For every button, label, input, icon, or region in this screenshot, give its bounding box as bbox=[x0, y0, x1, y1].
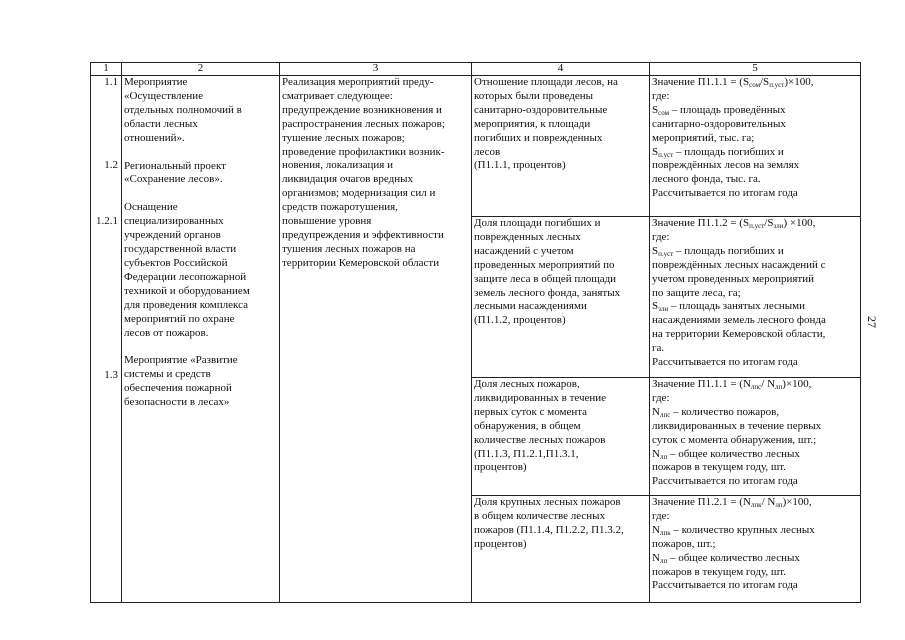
formula-line: санитарно-оздоровительных bbox=[652, 117, 786, 130]
formula-line: $N_{лпс}$ – количество пожаров, bbox=[652, 405, 780, 419]
formula-line: $S_{п.уст}$ – площадь погибших и bbox=[652, 145, 784, 159]
formula-line: мероприятий, тыс. га; bbox=[652, 131, 755, 144]
formula-line: пожаров в текущем году, шт. bbox=[652, 565, 787, 578]
column-number: 5 bbox=[650, 63, 861, 76]
measures-table bbox=[90, 62, 861, 603]
formula-line: учетом проведенных мероприятий bbox=[652, 272, 814, 285]
column-number: 4 bbox=[472, 63, 650, 76]
formula-cell bbox=[650, 76, 861, 217]
formula-cell bbox=[650, 217, 861, 378]
formula-line: повреждённых лесов на землях bbox=[652, 159, 800, 172]
formula-line: Значение $П1.2.1 = (N_{лпк}/$ $N_{лп})\times 100$, bbox=[652, 496, 812, 509]
activity-1-3: Мероприятие «Развитие системы и средств обеспечения пожарной безопасности в лесах» bbox=[124, 354, 238, 409]
indicator-cell: Доля площади погибших и поврежденных лесных насаждений с учетом проведенных мероприятий по защите леса в общей площади земель лесного фонда, занятых лесными насаждениями (П1.1.2, процентов) bbox=[472, 217, 650, 378]
column-number: 3 bbox=[280, 63, 472, 76]
column-number-row bbox=[91, 63, 861, 76]
table-row bbox=[91, 76, 861, 217]
formula-line: Значение $П1.1.1 = (S_{сом}/S_{п.уст})\times 100$, bbox=[652, 76, 814, 89]
formula-cell bbox=[650, 378, 861, 496]
activity-1-2: Региональный проект «Сохранение лесов». bbox=[124, 159, 226, 186]
page-number: 27 bbox=[865, 316, 879, 328]
formula-line: где: bbox=[652, 89, 670, 102]
formula-line: Рассчитывается по итогам года bbox=[652, 356, 798, 369]
formula-line: Значение $П1.1.1 = (N_{лпс}/$ $N_{лп})\times 100$, bbox=[652, 378, 812, 391]
activity-1-2-1: Оснащение специализированных учреждений органов государственной власти субъектов Российской Федерации лесопожарной техникой и оборудованием для проведения комплекса мероприятий по охране лесов от пожаров. bbox=[124, 201, 250, 339]
formula-line: Рассчитывается по итогам года bbox=[652, 475, 798, 488]
formula-line: лесного фонда, тыс. га. bbox=[652, 173, 761, 186]
activity-cell bbox=[122, 76, 280, 603]
code-cell bbox=[91, 76, 122, 603]
code-1-2: 1.2 bbox=[104, 158, 118, 171]
formula-line: Рассчитывается по итогам года bbox=[652, 187, 798, 200]
formula-line: $N_{лп}$ – общее количество лесных bbox=[652, 551, 800, 565]
formula-line: Значение $П1.1.2 = (S_{п.уст}/S_{зли}) \times 100$, bbox=[652, 217, 816, 230]
formula-line: Рассчитывается по итогам года bbox=[652, 579, 798, 592]
formula-line: ликвидированных в течение первых bbox=[652, 419, 822, 432]
formula-line: пожаров в текущем году, шт. bbox=[652, 461, 787, 474]
column-number: 1 bbox=[91, 63, 122, 76]
formula-line: $S_{зли}$ – площадь занятых лесными bbox=[652, 300, 806, 314]
formula-line: $S_{п.уст}$ – площадь погибших и bbox=[652, 244, 784, 258]
column-number: 2 bbox=[122, 63, 280, 76]
indicator-cell: Доля лесных пожаров, ликвидированных в течение первых суток с момента обнаружения, в общем количестве лесных пожаров (П1.1.3, П1.2.1,П1.3.1, процентов) bbox=[472, 378, 650, 496]
formula-line: где: bbox=[652, 230, 670, 243]
formula-line: суток с момента обнаружения, шт.; bbox=[652, 433, 817, 446]
formula-line: на территории Кемеровской области, bbox=[652, 328, 826, 341]
code-1-2-1: 1.2.1 bbox=[96, 214, 118, 227]
code-1-1: 1.1 bbox=[104, 76, 118, 88]
formula-line: повреждённых лесных насаждений с bbox=[652, 258, 826, 271]
formula-cell bbox=[650, 496, 861, 603]
formula-line: насаждениями земель лесного фонда bbox=[652, 314, 826, 327]
implementation-cell: Реализация мероприятий преду- сматривает следующее: предупреждение возникновения и распространения лесных пожаров; тушение лесных пожаров; проведение профилактики возник- новения, локализация и ликвидация очагов вредных организмов; модернизация сил и средств пожаротушения, повышение уровня предупреждения и эффективности тушения лесных пожаров на территории Кемеровской области bbox=[280, 76, 472, 603]
formula-line: где: bbox=[652, 509, 670, 522]
formula-line: $N_{лп}$ – общее количество лесных bbox=[652, 447, 800, 461]
indicator-cell: Доля крупных лесных пожаров в общем количестве лесных пожаров (П1.1.4, П1.2.2, П1.3.2, процентов) bbox=[472, 496, 650, 603]
formula-line: $S_{сом}$ – площадь проведённых bbox=[652, 103, 786, 117]
activity-1-1: Мероприятие «Осуществление отдельных полномочий в области лесных отношений». bbox=[124, 76, 242, 144]
formula-line: где: bbox=[652, 391, 670, 404]
formula-line: $N_{лпк}$ – количество крупных лесных bbox=[652, 523, 815, 537]
code-1-3: 1.3 bbox=[104, 368, 118, 381]
indicator-cell: Отношение площади лесов, на которых были проведены санитарно-оздоровительные мероприятия, к площади погибших и поврежденных лесов (П1.1.1, процентов) bbox=[472, 76, 650, 217]
formula-line: по защите леса, га; bbox=[652, 286, 741, 299]
formula-line: га. bbox=[652, 342, 665, 355]
formula-line: пожаров, шт.; bbox=[652, 537, 716, 550]
